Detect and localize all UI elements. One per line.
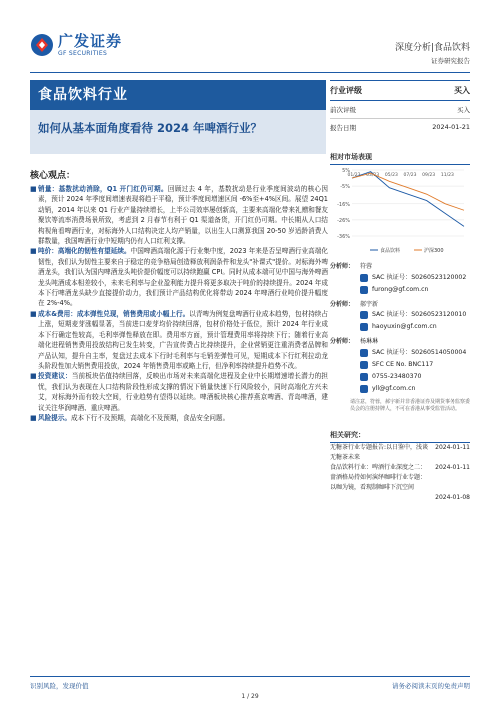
analyst-name: 杨琳琳 [360, 338, 379, 346]
industry-title: 食品饮料行业 [38, 87, 128, 103]
y-tick-label: -26% [337, 217, 350, 224]
footer-divider [30, 676, 470, 677]
series-line-csi300 [352, 173, 464, 210]
analyst-email[interactable] [330, 284, 470, 296]
analyst-name: 郝宇新 [360, 300, 379, 308]
related-text[interactable]: 无糖茶行业专题报告:以日鉴中，浅谈无糖茶未来 [330, 444, 429, 461]
key-points-title: 核心观点： [30, 171, 76, 181]
related-date: 2024-01-11 [435, 444, 470, 451]
analyst-name: 符蓉 [360, 263, 373, 270]
bullet-icon: ■ [30, 413, 37, 422]
bullet-price [30, 246, 328, 308]
chart-title: 相对市场表现 [330, 152, 470, 165]
report-type: 深度分析|食品饮料 [394, 43, 470, 53]
date-row [330, 118, 470, 134]
related-date: 2024-01-08 [435, 494, 470, 501]
date-label: 报告日期 [330, 124, 356, 132]
email-text[interactable]: haoyuxin@gf.com.cn [372, 323, 437, 331]
rating-row [330, 80, 470, 101]
related-item[interactable] [330, 443, 470, 463]
logo-cn: 广发证券 [58, 31, 123, 50]
prev-rating-row [330, 103, 470, 116]
x-tick-label: 01/23 [347, 173, 361, 178]
x-tick-label: 09/23 [422, 173, 436, 178]
bullet-sales [30, 184, 328, 246]
bullet-icon: ■ [30, 185, 37, 193]
y-tick-label: 5% [342, 168, 350, 174]
bullet-investment [30, 371, 328, 413]
header-divider [30, 72, 470, 73]
prev-rating-label: 前次评级 [330, 106, 356, 114]
legend-label-food-beverage: 食品饮料 [380, 248, 401, 254]
date-value: 2024-01-21 [432, 123, 470, 131]
bullet-lead: 投资建议： [38, 372, 72, 381]
page-number: 1 / 29 [241, 693, 259, 700]
rating-panel [330, 80, 470, 134]
analyst-2 [330, 300, 470, 310]
analyst-role: 分析师： [330, 338, 355, 346]
bullet-risk [30, 413, 328, 423]
bullet-icon: ■ [30, 309, 37, 318]
rating-label: 行业评级 [330, 86, 362, 95]
analyst-email[interactable] [330, 321, 470, 333]
analyst-role: 分析师： [330, 263, 355, 270]
sac-number: SAC 执证号：S0260523120010 [372, 311, 467, 319]
relative-performance-chart [330, 152, 470, 256]
related-item[interactable] [330, 463, 470, 493]
analyst-sac [330, 309, 470, 321]
logo-mark-icon [30, 33, 54, 57]
analyst-email[interactable] [330, 383, 470, 395]
sac-number: SAC 执证号：S0260523120002 [372, 273, 467, 281]
x-tick-label: 11/23 [440, 173, 454, 178]
report-type-block [395, 40, 470, 65]
title-band [30, 80, 326, 154]
y-tick-label: -5% [340, 184, 350, 191]
footer-slogan: 识别风险，发现价值 [30, 682, 89, 690]
bullet-body: 中国啤酒高端化源于行业集中度，2023 年来是否呈啤酒行业高端化韧性，我们认为韧性主要来自于稳定的竞争格局创造释放利润条件和龙头"补课式"提价。对标海外啤酒龙头，我们认为国内啤酒龙头吨价提价幅度可以持续跑赢 CPI。同时从成本端可见中国与海外啤酒龙头吨酒成本相差较小，未来毛利率与企业盈利能力提升将更多取决于吨价的持续提升。2024 年成本下行啤酒龙头缺少直接提价动力，我们预计产品结构优化将带动 2024 年啤酒行业吨价提升幅度在 2%-4%。 [38, 247, 328, 308]
related-text[interactable] [330, 493, 435, 503]
x-tick-label: 05/23 [384, 173, 398, 178]
logo-en: GF SECURITIES [58, 49, 108, 57]
bullet-body: 以青啤为例复盘啤酒行业成本趋势，包材持续占上涨，短期麦芽涨幅显著，当前进口麦芽均价持续回落，包材价格处于低位，预计 2024 年行业成本下行确定性较高，毛利率弹性释放在即。费用率方面，预计管理费用率将持续下行；随着行业高端化进程销售费用投放结构已发生转变，广告宣传费占比持续提升，企业营销更注重消费者品牌和产品认知，提升自主率，复盘过去成本下行时毛利率与毛销差弹性可见，短期成本下行红利拉动龙头阶段性加大销售费用投放，2024 年销售费用率或略上行，但净利率持续提升趋势不改。 [38, 309, 329, 370]
sfc-number: SFC CE No. BNC117 [372, 360, 434, 368]
bullet-cost [30, 309, 328, 371]
related-title: 相关研究： [330, 430, 470, 443]
analyst-sfc [330, 359, 470, 371]
bullet-lead: 成本&费用：成本弹性兑现，销售费用或小幅上行。 [38, 309, 190, 318]
bullet-lead: 吨价：高端化的韧性有望延续。 [38, 247, 131, 256]
email-icon [360, 323, 368, 331]
legend-label-csi300: 沪深300 [424, 248, 444, 254]
report-headline: 如何从基本面角度看待 2024 年啤酒行业？ [38, 121, 263, 135]
company-logo [30, 30, 122, 60]
sac-number: SAC 执证号：S0260514050004 [372, 348, 467, 356]
bullet-icon: ■ [30, 247, 37, 256]
bullet-body: 成本下行不及预期，高端化不及预期，食品安全问题。 [70, 413, 230, 422]
id-icon [360, 274, 368, 282]
email-text[interactable]: yll@gf.com.cn [372, 384, 416, 392]
prev-rating-value: 买入 [457, 106, 470, 114]
analyst-3 [330, 337, 470, 347]
y-tick-label: -16% [337, 201, 350, 208]
related-text[interactable]: 食品饮料行业：啤酒行业深度之二：啬酒格局持如何演绎咖啡行业专题：以咖为镜，看现制咖啡下沉空间 [330, 464, 427, 491]
bullet-icon: ■ [30, 372, 37, 381]
related-item[interactable] [330, 493, 470, 503]
email-icon [360, 286, 368, 294]
id-icon [360, 349, 368, 357]
id-icon [360, 311, 368, 319]
x-tick-label: 07/23 [403, 173, 417, 178]
key-points-list [30, 184, 328, 423]
bullet-body: 回顾过去 4 年，基数扰动是行业季度间波动的核心因素，预计 2024 年季度间增速表现将趋于平稳，预计季度间增速区间 -6%至+4%区间。展望 24Q1 动销，2014 年以来 Q1 行业产量持续增长，上半公司效率屡创新高，主要来高端化带来礼赠和餐友聚饮等流率消费场景所致，考虑到 2 月春节有利于 Q1 渠道备货，开门红仍可期。中长期从人口结构视角看啤酒行业，对标海外人口结构决定人均产销量，以出生人口测算我国 20-50 岁适龄消费人群数量，我国啤酒行业中短期内仍有人口红利支撑。 [38, 185, 328, 246]
rating-value: 买入 [454, 86, 470, 95]
bullet-lead: 风险提示。 [38, 413, 71, 422]
analyst-phone [330, 371, 470, 383]
footer-disclaimer: 请务必阅读末页的免责声明 [392, 682, 470, 690]
bullet-body: 当前板块估值持续回落，反映出市场对未来高端化进程及企业中长期增速增长潜力的担忧，我们认为表现在人口结构阶段性形成支撑的情况下销量快速下行风险较小，同时高端化方兴未艾，对标海外而有较大空间，行业趋势有望得以延续。啤酒板块核心推荐燕京啤酒、青岛啤酒，建议关注华润啤酒、重庆啤酒。 [38, 372, 329, 412]
analyst-disclaimer: 请注意，符蓉，郝宇新并非香港证券及期货事务监察委员会的注册持牌人，不可在香港从事受监管活动。 [350, 398, 471, 412]
y-tick-label: -36% [337, 234, 350, 240]
series-line-food-beverage [352, 172, 464, 227]
analyst-1 [330, 262, 470, 272]
phone-icon [360, 373, 368, 381]
email-text[interactable]: furong@gf.com.cn [372, 285, 429, 293]
analyst-block [330, 262, 470, 413]
analyst-role: 分析师： [330, 300, 355, 308]
id-icon [360, 361, 368, 369]
report-sub: 证券研究报告 [431, 57, 470, 65]
analyst-sac [330, 272, 470, 284]
analyst-sac [330, 347, 470, 359]
related-date: 2024-01-11 [435, 464, 470, 471]
phone-text: 0755-23480370 [372, 372, 422, 380]
bullet-lead: 销量：基数扰动消除，Q1 开门红仍可期。 [38, 185, 168, 193]
x-tick-label: 03/23 [366, 173, 380, 178]
related-research [330, 430, 470, 503]
email-icon [360, 385, 368, 393]
chart-svg [330, 166, 470, 256]
